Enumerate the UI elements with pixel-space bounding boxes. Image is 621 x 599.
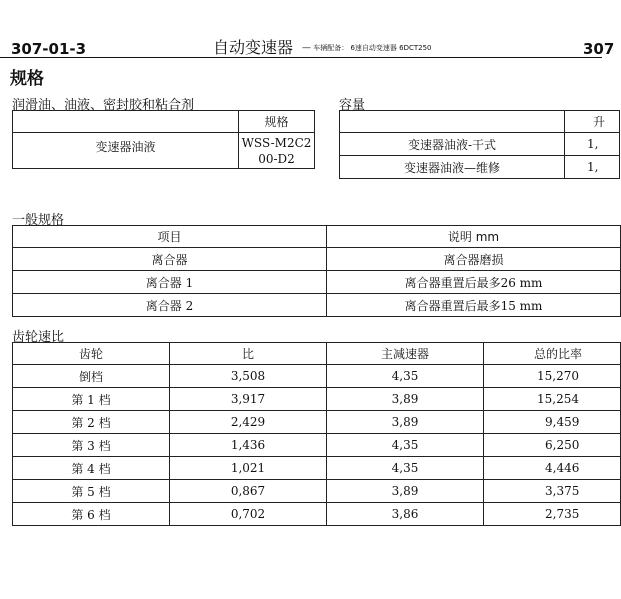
table-header-row [13, 111, 315, 133]
header-rule [0, 57, 602, 58]
document-subtitle [302, 43, 432, 53]
table-cell: 9,459 [484, 411, 621, 434]
table-header-cell [340, 111, 565, 133]
table-cell: 离合器 [13, 248, 327, 271]
table-cell: 倒档 [13, 365, 170, 388]
table-cell: 第 3 档 [13, 434, 170, 457]
table-cell: 6,250 [484, 434, 621, 457]
table-cell: 3,375 [484, 480, 621, 503]
table-cell: 离合器 1 [13, 271, 327, 294]
table-cell: 离合器重置后最多26 mm [327, 271, 621, 294]
table-header-cell: 比 [170, 343, 327, 365]
table-row [13, 503, 621, 526]
table-cell: 2,429 [170, 411, 327, 434]
table-cell: 3,89 [327, 411, 484, 434]
table-cell: 0,702 [170, 503, 327, 526]
document-title: 自动变速器 [213, 38, 294, 57]
table-cell: 3,508 [170, 365, 327, 388]
table-cell: WSS-M2C200-D2 [239, 133, 315, 169]
table-cell: 4,446 [484, 457, 621, 480]
table-row [13, 457, 621, 480]
table-row [13, 248, 621, 271]
table-cell: 3,89 [327, 388, 484, 411]
capacity-table [339, 110, 620, 179]
lubricants-section-title: 润滑油、油液、密封胶和粘合剂 [12, 98, 195, 113]
table-row [340, 156, 620, 179]
subtitle-label: 车辆配备： [313, 44, 349, 52]
gear-ratios-section-title: 齿轮速比 [12, 330, 65, 345]
table-cell: 3,86 [327, 503, 484, 526]
gear-ratios-table [12, 342, 621, 526]
table-cell: 15,254 [484, 388, 621, 411]
table-cell: 第 2 档 [13, 411, 170, 434]
table-header-cell: 规格 [239, 111, 315, 133]
table-cell: 3,917 [170, 388, 327, 411]
table-cell: 1, [565, 133, 620, 156]
table-cell: 离合器 2 [13, 294, 327, 317]
table-row [13, 294, 621, 317]
title-dash: — [302, 43, 311, 53]
table-cell: 变速器油液—维修 [340, 156, 565, 179]
table-header-cell: 说明 mm [327, 226, 621, 248]
table-cell: 4,35 [327, 365, 484, 388]
table-cell: 1,021 [170, 457, 327, 480]
table-row [13, 480, 621, 503]
table-header-cell [13, 111, 239, 133]
table-row [13, 434, 621, 457]
table-row [13, 388, 621, 411]
table-row [340, 133, 620, 156]
table-cell: 4,35 [327, 457, 484, 480]
table-cell: 1, [565, 156, 620, 179]
table-cell: 变速器油液 [13, 133, 239, 169]
table-cell: 4,35 [327, 434, 484, 457]
table-header-cell: 主减速器 [327, 343, 484, 365]
table-cell: 0,867 [170, 480, 327, 503]
general-section-title: 一般规格 [12, 213, 65, 228]
table-row [13, 271, 621, 294]
table-row [13, 411, 621, 434]
table-cell: 第 4 档 [13, 457, 170, 480]
table-header-cell: 总的比率 [484, 343, 621, 365]
table-header-row [13, 226, 621, 248]
table-cell: 第 6 档 [13, 503, 170, 526]
table-cell: 离合器重置后最多15 mm [327, 294, 621, 317]
table-header-row [340, 111, 620, 133]
lubricants-table [12, 110, 315, 169]
page-title: 规格 [10, 69, 44, 89]
table-cell: 离合器磨损 [327, 248, 621, 271]
general-specs-table [12, 225, 621, 317]
table-row [13, 133, 315, 169]
table-row [13, 365, 621, 388]
table-cell: 3,89 [327, 480, 484, 503]
table-header-cell: 齿轮 [13, 343, 170, 365]
table-header-cell: 升 [565, 111, 620, 133]
table-cell: 2,735 [484, 503, 621, 526]
table-cell: 变速器油液-干式 [340, 133, 565, 156]
table-header-row [13, 343, 621, 365]
page-number-left: 307-01-3 [11, 40, 87, 58]
table-cell: 第 1 档 [13, 388, 170, 411]
table-cell: 第 5 档 [13, 480, 170, 503]
subtitle-value: 6速自动变速器 6DCT250 [350, 44, 432, 52]
page-number-right: 307 [583, 40, 615, 58]
table-cell: 1,436 [170, 434, 327, 457]
capacity-section-title: 容量 [339, 98, 366, 113]
table-cell: 15,270 [484, 365, 621, 388]
table-header-cell: 项目 [13, 226, 327, 248]
